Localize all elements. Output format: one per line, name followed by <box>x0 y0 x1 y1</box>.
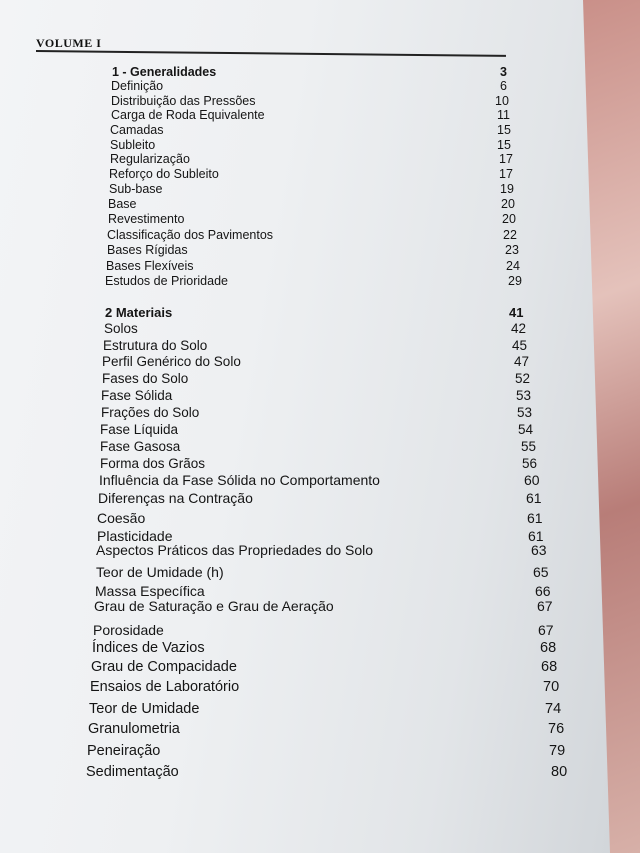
entry-page-number: 61 <box>528 528 544 544</box>
entry-title: Subleito <box>110 138 156 152</box>
entry-title: Forma dos Grãos <box>100 456 206 471</box>
toc-entry <box>0 565 640 585</box>
section-page-number: 41 <box>509 305 524 320</box>
entry-page-number: 10 <box>495 94 509 108</box>
entry-page-number: 70 <box>543 679 560 695</box>
entry-title: Perfil Genérico do Solo <box>102 354 241 369</box>
entry-title: Fase Gasosa <box>100 439 181 454</box>
toc-entry <box>0 744 640 764</box>
entry-page-number: 61 <box>526 490 542 506</box>
entry-page-number: 66 <box>535 583 551 599</box>
entry-title: Diferenças na Contração <box>98 490 253 506</box>
section-title: 1 - Generalidades <box>112 65 217 79</box>
entry-title: Frações do Solo <box>101 405 200 420</box>
entry-title: Granulometria <box>88 721 180 737</box>
entry-title: Fase Líquida <box>100 422 179 437</box>
toc-entry <box>0 275 640 295</box>
entry-page-number: 15 <box>497 123 511 137</box>
entry-title: Teor de Umidade <box>89 701 200 717</box>
entry-page-number: 68 <box>541 659 558 675</box>
entry-title: Peneiração <box>87 743 161 759</box>
toc-entry <box>0 543 640 563</box>
entry-page-number: 67 <box>537 598 553 614</box>
entry-title: Plasticidade <box>97 528 173 544</box>
entry-page-number: 15 <box>497 138 511 152</box>
entry-title: Estrutura do Solo <box>103 338 208 353</box>
toc-entry <box>0 599 640 619</box>
entry-title: Fase Sólida <box>101 388 173 403</box>
entry-page-number: 74 <box>545 701 562 717</box>
entry-title: Massa Específica <box>95 583 205 599</box>
entry-title: Fases do Solo <box>102 371 189 386</box>
entry-page-number: 20 <box>502 212 516 226</box>
entry-page-number: 65 <box>533 564 549 580</box>
toc-entry <box>0 491 640 511</box>
section-title: 2 Materiais <box>105 305 173 320</box>
toc-entry <box>0 765 640 785</box>
toc-entry <box>0 702 640 722</box>
entry-page-number: 6 <box>500 79 507 93</box>
entry-title: Definição <box>111 79 164 93</box>
toc-entry <box>0 722 640 742</box>
entry-page-number: 67 <box>538 622 554 638</box>
entry-title: Carga de Roda Equivalente <box>111 108 265 122</box>
entry-title: Bases Flexíveis <box>106 259 194 273</box>
entry-title: Índices de Vazios <box>92 640 205 656</box>
entry-page-number: 42 <box>511 321 527 336</box>
entry-title: Aspectos Práticos das Propriedades do Solo <box>96 542 374 558</box>
entry-title: Regularização <box>110 152 190 166</box>
entry-page-number: 20 <box>501 197 515 211</box>
entry-title: Teor de Umidade (h) <box>96 564 224 580</box>
toc-entry <box>0 680 640 700</box>
toc-entry <box>0 660 640 680</box>
entry-title: Porosidade <box>93 622 164 638</box>
entry-page-number: 17 <box>499 167 513 181</box>
entry-page-number: 60 <box>524 472 540 488</box>
toc-entry <box>0 473 640 493</box>
entry-title: Reforço do Subleito <box>109 167 219 181</box>
entry-page-number: 53 <box>516 388 532 403</box>
entry-page-number: 56 <box>522 456 538 471</box>
volume-header: VOLUME I <box>36 36 102 50</box>
entry-page-number: 76 <box>548 721 565 737</box>
entry-page-number: 63 <box>531 542 547 558</box>
entry-title: Camadas <box>110 123 164 137</box>
entry-page-number: 68 <box>540 640 557 656</box>
toc-entry <box>0 511 640 531</box>
entry-page-number: 45 <box>512 338 528 353</box>
entry-title: Classificação dos Pavimentos <box>107 228 274 242</box>
entry-page-number: 53 <box>517 405 533 420</box>
entry-page-number: 61 <box>527 510 543 526</box>
entry-title: Solos <box>104 321 138 336</box>
entry-title: Bases Rígidas <box>107 243 188 257</box>
entry-title: Estudos de Prioridade <box>105 274 228 288</box>
entry-page-number: 17 <box>499 152 513 166</box>
entry-title: Influência da Fase Sólida no Comportamento <box>99 472 380 488</box>
entry-page-number: 54 <box>518 422 534 437</box>
entry-title: Revestimento <box>108 212 185 226</box>
entry-page-number: 55 <box>521 439 537 454</box>
entry-title: Base <box>108 197 137 211</box>
entry-page-number: 23 <box>505 243 519 257</box>
entry-page-number: 24 <box>506 259 520 273</box>
entry-title: Sub-base <box>109 182 163 196</box>
entry-page-number: 29 <box>508 274 522 288</box>
entry-page-number: 52 <box>515 371 531 386</box>
entry-title: Sedimentação <box>86 764 179 780</box>
entry-title: Grau de Compacidade <box>91 659 237 675</box>
entry-page-number: 19 <box>500 182 514 196</box>
toc-entry <box>0 641 640 661</box>
entry-page-number: 79 <box>549 743 566 759</box>
entry-page-number: 22 <box>503 228 517 242</box>
entry-title: Grau de Saturação e Grau de Aeração <box>94 598 334 614</box>
entry-title: Distribuição das Pressões <box>111 94 256 108</box>
section-page-number: 3 <box>500 65 507 79</box>
entry-page-number: 11 <box>497 108 510 122</box>
entry-title: Coesão <box>97 510 146 526</box>
entry-title: Ensaios de Laboratório <box>90 679 240 695</box>
entry-page-number: 80 <box>551 764 568 780</box>
entry-page-number: 47 <box>514 354 530 369</box>
